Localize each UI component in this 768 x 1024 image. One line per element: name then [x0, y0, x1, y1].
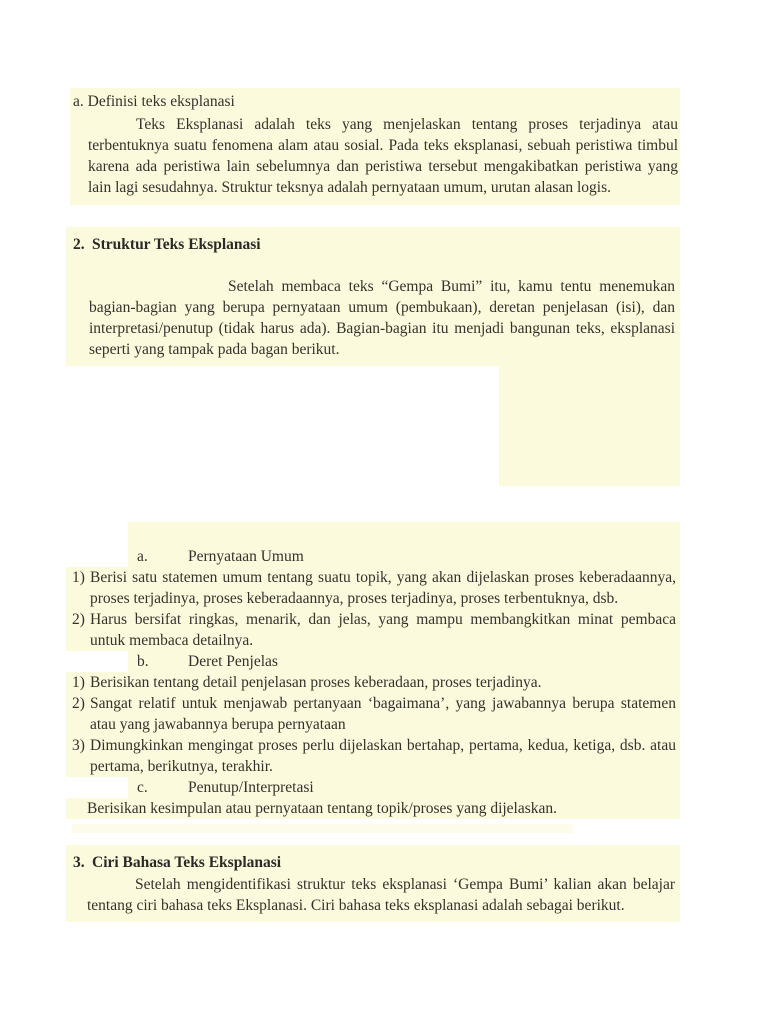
list-item	[66, 735, 680, 777]
item-marker: 1)	[72, 569, 85, 586]
item-text: Berisi satu statemen umum tentang suatu topik, yang akan dijelaskan proses keberadaannya, proses terjadinya, proses keberadaannya, proses terjadinya, proses terbentuknya, dsb.	[90, 569, 676, 607]
part-b-title: Deret Penjelas	[188, 653, 278, 670]
ciri-heading	[66, 845, 680, 874]
section-definisi	[70, 88, 680, 205]
part-c-heading	[128, 777, 680, 798]
item-marker: 2)	[72, 611, 85, 628]
item-marker: 1)	[72, 674, 85, 691]
list-item	[66, 567, 680, 609]
highlight-remnant-block	[499, 358, 680, 486]
ciri-paragraph: Setelah mengidentifikasi struktur teks eksplanasi ‘Gempa Bumi’ kalian akan belajar tentang ciri bahasa teks Eksplanasi. Ciri bahasa teks eksplanasi adalah sebagai berikut.	[87, 876, 675, 914]
section-ciri	[66, 845, 680, 922]
item-text: Dimungkinkan mengingat proses perlu dijelaskan bertahap, pertama, kedua, ketiga, dsb. atau pertama, berikutnya, terakhir.	[90, 737, 676, 775]
list-item	[66, 693, 680, 735]
definisi-paragraph: Teks Eksplanasi adalah teks yang menjelaskan tentang proses terjadinya atau terbentuknya suatu fenomena alam atau sosial. Pada teks eksplanasi, sebuah peristiwa timbul karena ada peristiwa lain sebelumnya dan peristiwa tersebut mengakibatkan peristiwa yang lain lagi sesudahnya. Struktur teksnya adalah pernyataan umum, urutan alasan logis.	[88, 116, 678, 196]
definisi-heading: a. Definisi teks eksplanasi	[73, 93, 235, 110]
list-item	[66, 672, 680, 693]
part-c-title: Penutup/Interpretasi	[188, 779, 314, 796]
part-c-note: Berisikan kesimpulan atau pernyataan tentang topik/proses yang dijelaskan.	[66, 798, 680, 819]
item-text: Sangat relatif untuk menjawab pertanyaan ‘bagaimana’, yang jawabannya berupa statemen atau yang jawabannya berupa pernyataan	[90, 695, 676, 733]
struktur-heading	[66, 227, 680, 256]
item-marker: 3)	[72, 737, 85, 754]
part-b-label: b.	[137, 653, 149, 670]
ciri-heading-text: Ciri Bahasa Teks Eksplanasi	[92, 854, 282, 871]
item-marker: 2)	[72, 695, 85, 712]
part-a-title: Pernyataan Umum	[188, 548, 304, 565]
item-text: Berisikan tentang detail penjelasan proses keberadaan, proses terjadinya.	[90, 674, 542, 691]
ciri-heading-number: 3.	[73, 854, 85, 871]
struktur-paragraph: Setelah membaca teks “Gempa Bumi” itu, kamu tentu menemukan bagian-bagian yang berupa pernyataan umum (pembukaan), deretan penjelasan (isi), dan interpretasi/penutup (tidak harus ada). Bagian-bagian itu menjadi bangunan teks, eksplanasi seperti yang tampak pada bagan berikut.	[89, 278, 675, 358]
part-b-heading	[128, 651, 680, 672]
section-struktur	[66, 227, 680, 366]
list-item	[66, 609, 680, 651]
struktur-parts	[66, 522, 680, 819]
struktur-heading-text: Struktur Teks Eksplanasi	[92, 236, 261, 253]
highlight-strip	[72, 824, 573, 833]
struktur-heading-number: 2.	[73, 236, 85, 253]
part-c-label: c.	[137, 779, 148, 796]
item-text: Harus bersifat ringkas, menarik, dan jelas, yang mampu membangkitkan minat pembaca untuk membaca detailnya.	[90, 611, 676, 649]
part-a-label: a.	[137, 548, 148, 565]
part-a-heading	[128, 522, 680, 567]
